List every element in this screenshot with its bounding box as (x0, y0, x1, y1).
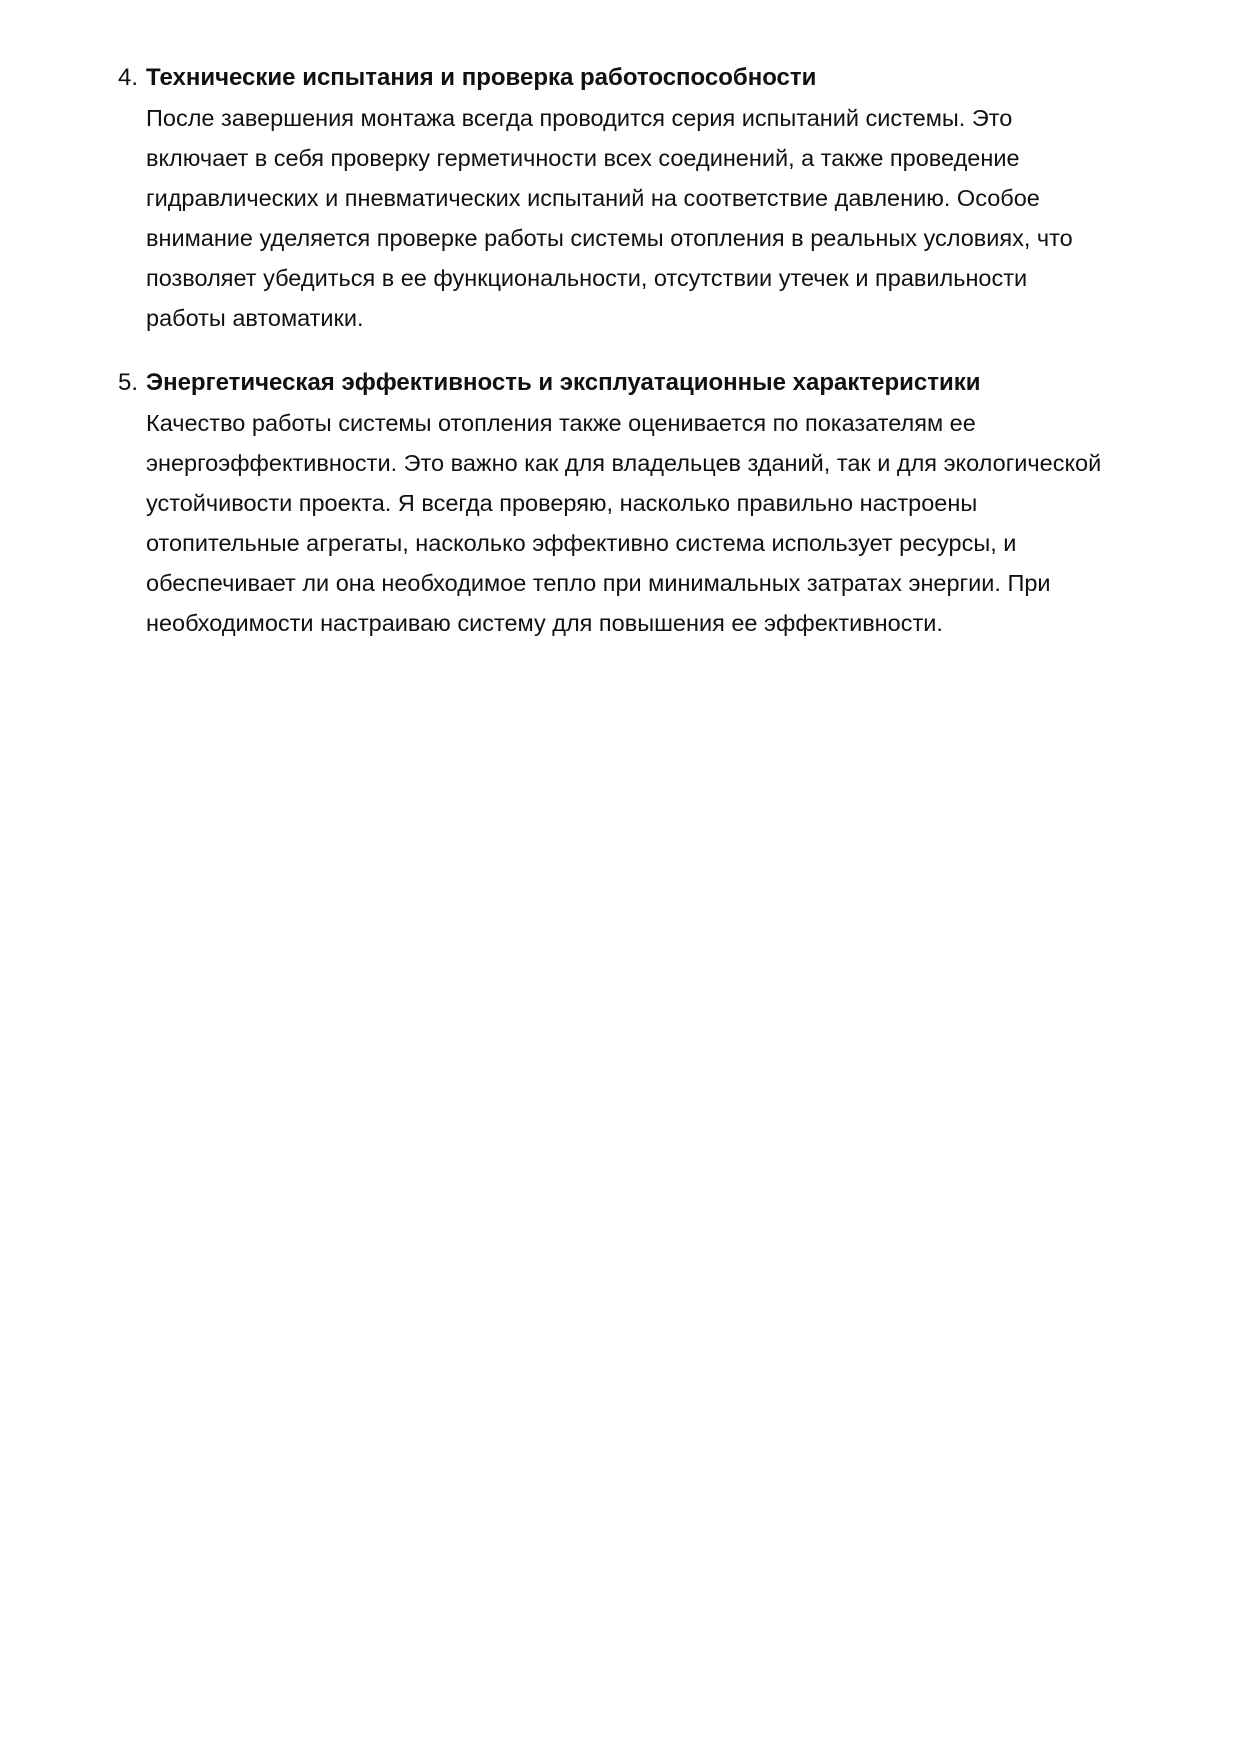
text-line: работы автоматики. (146, 305, 364, 331)
text-line: энергоэффективности. Это важно как для владельцев зданий, так и для экологической (146, 450, 1102, 476)
list-item (118, 363, 1158, 643)
list-item-title: Энергетическая эффективность и эксплуатационные характеристики (146, 369, 981, 396)
list-item-title: Технические испытания и проверка работоспособности (146, 64, 817, 91)
list-item-body (146, 98, 1156, 338)
list-item-header (118, 58, 1158, 98)
text-line: Качество работы системы отопления также оценивается по показателям ее (146, 410, 976, 436)
list-item-number: 5. (118, 369, 139, 396)
list-item-header (118, 363, 1158, 403)
text-line: устойчивости проекта. Я всегда проверяю, насколько правильно настроены (146, 490, 978, 516)
text-line: внимание уделяется проверке работы системы отопления в реальных условиях, что (146, 225, 1073, 251)
text-line: гидравлических и пневматических испытаний на соответствие давлению. Особое (146, 185, 1040, 211)
list-item-body (146, 403, 1156, 643)
text-line: позволяет убедиться в ее функциональности, отсутствии утечек и правильности (146, 265, 1028, 291)
text-line: обеспечивает ли она необходимое тепло при минимальных затратах энергии. При (146, 570, 1051, 596)
list-item (118, 58, 1158, 338)
text-line: необходимости настраиваю систему для повышения ее эффективности. (146, 610, 943, 636)
list-item-number: 4. (118, 64, 139, 91)
text-line: включает в себя проверку герметичности всех соединений, а также проведение (146, 145, 1020, 171)
text-line: После завершения монтажа всегда проводится серия испытаний системы. Это (146, 105, 1013, 131)
text-line: отопительные агрегаты, насколько эффективно система использует ресурсы, и (146, 530, 1017, 556)
